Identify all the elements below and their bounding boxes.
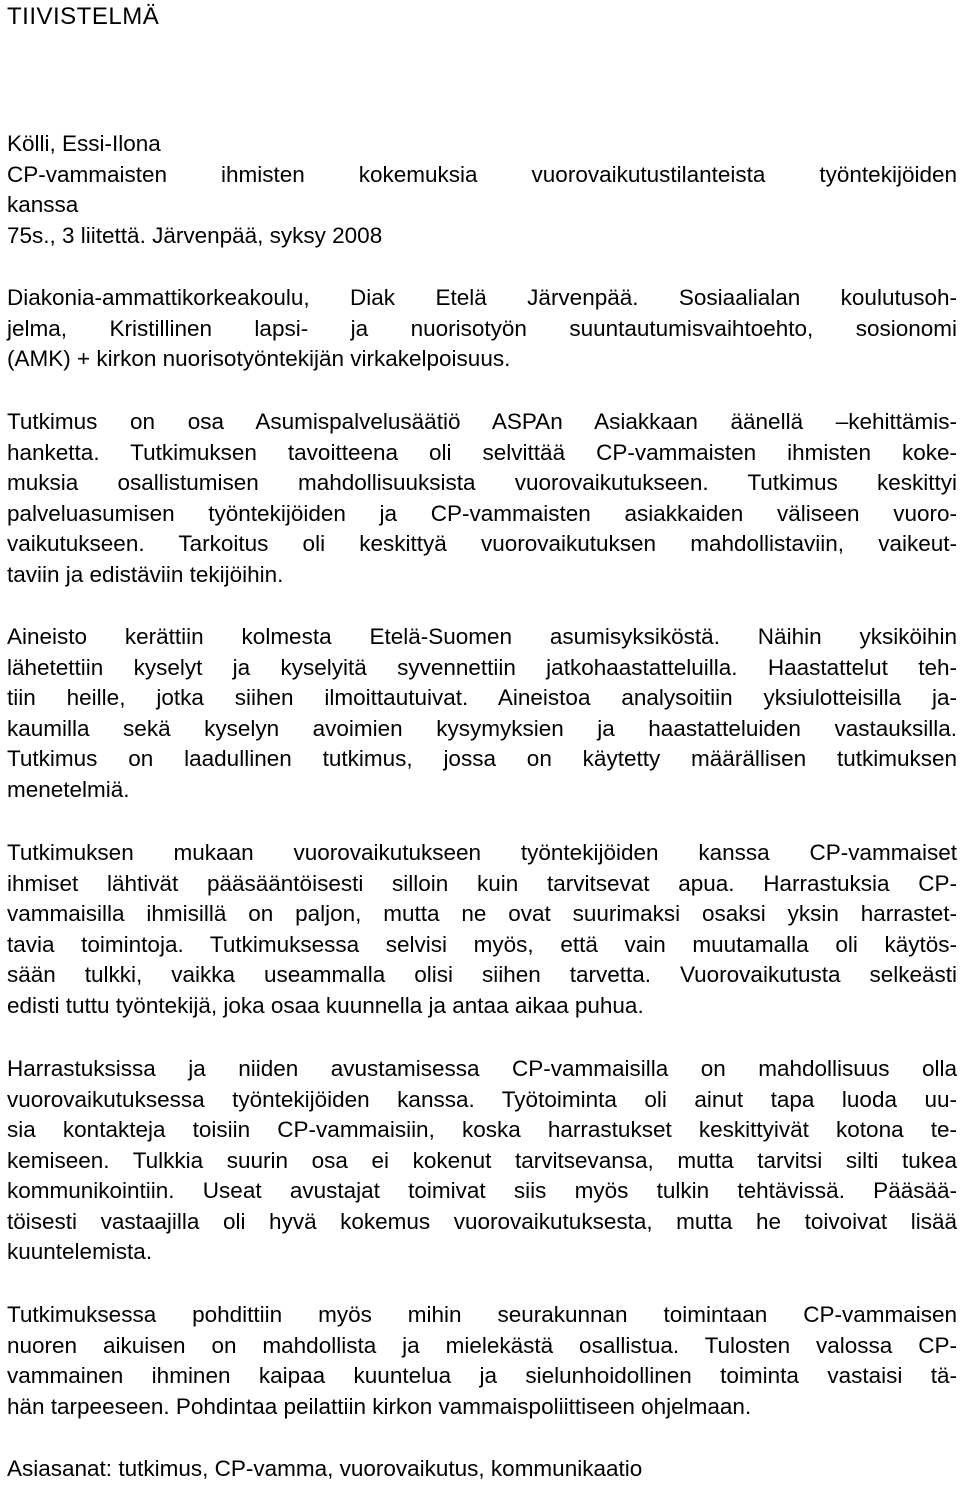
text-line: kanssa (7, 192, 79, 217)
text-line: edisti tuttu työntekijä, joka osaa kuunnella ja antaa aikaa puhua. (7, 992, 644, 1018)
paragraph-5 (7, 1300, 957, 1422)
text-line: vaikutukseen. Tarkoitus oli keskittyä vuorovaikutuksen mahdollistaviin, vaikeut- (7, 531, 957, 556)
text-line: vammainen ihminen kaipaa kuuntelua ja sielunhoidollinen toiminta vastaisi tä- (7, 1363, 957, 1388)
text-line: tiin heille, jotka siihen ilmoittautuivat. Aineistoa analysoitiin yksiulotteisilla ja- (7, 685, 957, 710)
text-line: muksia osallistumisen mahdollisuuksista vuorovaikutukseen. Tutkimus keskittyi (7, 470, 957, 495)
text-line: Tutkimus on osa Asumispalvelusäätiö ASPAn Asiakkaan äänellä –kehittämis- (7, 409, 957, 434)
text-line: lähetettiin kyselyt ja kyselyitä syvennettiin jatkohaastatteluilla. Haastattelut teh- (7, 654, 957, 680)
text-line: Tutkimuksen mukaan vuorovaikutukseen työntekijöiden kanssa CP-vammaiset (7, 840, 957, 865)
keywords-line: Asiasanat: tutkimus, CP-vamma, vuorovaikutus, kommunikaatio (7, 1456, 643, 1481)
text-line: Harrastuksissa ja niiden avustamisessa CP-vammaisilla on mahdollisuus olla (7, 1056, 957, 1081)
text-line: vuorovaikutuksessa työntekijöiden kanssa. Työtoiminta oli ainut tapa luoda uu- (7, 1086, 957, 1112)
text-line: taviin ja edistäviin tekijöihin. (7, 561, 284, 587)
text-line: vammaisilla ihmisillä on paljon, mutta ne ovat suurimaksi osaksi yksin harrastet- (7, 901, 957, 926)
text-line: palveluasumisen työntekijöiden ja CP-vammaisten asiakkaiden väliseen vuoro- (7, 500, 957, 526)
text-line: sään tulkki, vaikka useammalla olisi siihen tarvetta. Vuorovaikutusta selkeästi (7, 962, 957, 987)
paragraph-4 (7, 1054, 957, 1268)
text-line: kommunikointiin. Useat avustajat toimivat siis myös tulkin tehtävissä. Pääsää- (7, 1178, 957, 1203)
page-title: TIIVISTELMÄ (7, 3, 160, 30)
text-line: Tutkimuksessa pohdittiin myös mihin seurakunnan toimintaan CP-vammaisen (7, 1302, 957, 1327)
text-line: Diakonia-ammattikorkeakoulu, Diak Etelä Järvenpää. Sosiaalialan koulutusoh- (7, 285, 957, 310)
meta-block (7, 129, 957, 251)
text-line: kaumilla sekä kyselyn avoimien kysymyksien ja haastatteluiden vastauksilla. (7, 715, 957, 741)
text-line: kemiseen. Tulkkia suurin osa ei kokenut tarvitsevansa, mutta tarvitsi silti tukea (7, 1147, 957, 1173)
text-line: (AMK) + kirkon nuorisotyöntekijän virkakelpoisuus. (7, 346, 511, 371)
paragraph-2 (7, 622, 957, 805)
text-line: nuoren aikuisen on mahdollista ja mielekästä osallistua. Tulosten valossa CP- (7, 1332, 957, 1358)
text-line: Tutkimus on laadullinen tutkimus, jossa on käytetty määrällisen tutkimuksen (7, 746, 957, 771)
text-line: hän tarpeeseen. Pohdintaa peilattiin kirkon vammaispoliittiseen ohjelmaan. (7, 1393, 752, 1419)
text-line: sia kontakteja toisiin CP-vammaisiin, koska harrastukset keskittyivät kotona te- (7, 1117, 957, 1142)
text-line: tavia toimintoja. Tutkimuksessa selvisi myös, että vain muutamalla oli käytös- (7, 931, 957, 957)
text-line: jelma, Kristillinen lapsi- ja nuorisotyön suuntautumisvaihtoehto, sosionomi (7, 315, 957, 341)
text-line: Aineisto kerättiin kolmesta Etelä-Suomen asumisyksiköstä. Näihin yksiköihin (7, 624, 957, 649)
text-line: töisesti vastaajilla oli hyvä kokemus vuorovaikutuksesta, mutta he toivoivat lisää (7, 1208, 957, 1234)
paragraph-1 (7, 407, 957, 590)
paragraph-3 (7, 838, 957, 1021)
text-line: menetelmiä. (7, 776, 130, 802)
text-line: 75s., 3 liitettä. Järvenpää, syksy 2008 (7, 222, 383, 248)
keywords-block (7, 1454, 957, 1485)
text-line: CP-vammaisten ihmisten kokemuksia vuorovaikutustilanteista työntekijöiden (7, 161, 957, 187)
text-line: ihmiset lähtivät pääsääntöisesti silloin kuin tarvitsevat apua. Harrastuksia CP- (7, 870, 957, 896)
school-block (7, 283, 957, 375)
text-line: Kölli, Essi-Ilona (7, 131, 161, 156)
text-line: kuuntelemista. (7, 1239, 153, 1264)
text-line: hanketta. Tutkimuksen tavoitteena oli selvittää CP-vammaisten ihmisten koke- (7, 439, 957, 465)
